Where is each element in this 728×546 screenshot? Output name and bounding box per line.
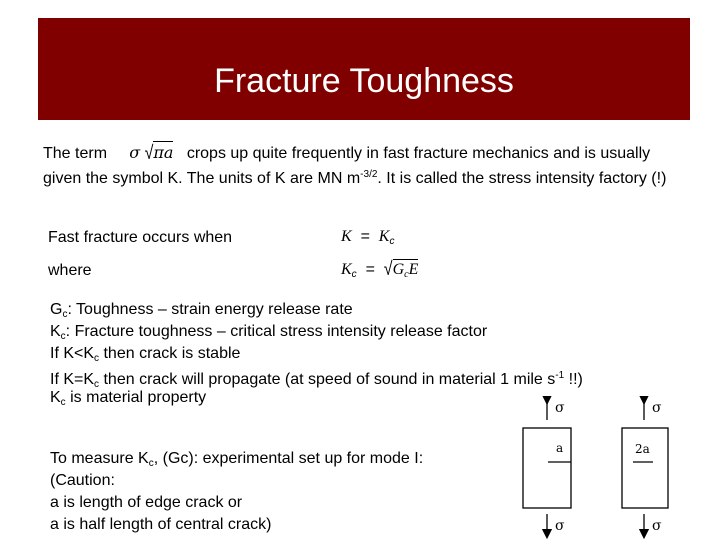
sigma-symbol: σ xyxy=(129,143,141,162)
measurement-notes xyxy=(50,448,520,536)
gc-definition xyxy=(50,299,710,321)
measure-line xyxy=(50,448,520,470)
eq-k: K xyxy=(341,228,352,245)
sigma-top-left: σ xyxy=(555,400,565,416)
edge-specimen-rect xyxy=(523,428,571,508)
kc-sqrt-sign: √ xyxy=(383,259,393,280)
gc-base: G xyxy=(50,301,63,318)
intro-paragraph xyxy=(43,142,683,189)
pi-a-term: πa xyxy=(153,143,174,162)
prop-sub: c xyxy=(94,379,100,390)
gc-text: : Toughness – strain energy release rate xyxy=(67,301,353,318)
intro-text-end: . It is called the stress intensity factory (!) xyxy=(377,170,667,187)
sigma-bottom-right: σ xyxy=(652,518,662,534)
units-exponent: -3/2 xyxy=(360,169,378,180)
prop-post: then crack will propagate (at speed of sound in material 1 mile s xyxy=(99,371,556,388)
kc-k: K xyxy=(341,261,352,278)
kc-k-sub: c xyxy=(351,269,357,280)
kc-base: K xyxy=(50,323,61,340)
prop-exp: -1 xyxy=(555,370,565,381)
specimen-diagram xyxy=(500,396,720,546)
mat-sub: c xyxy=(60,397,66,408)
edge-crack-label: a xyxy=(556,441,564,455)
sigma-top-right: σ xyxy=(652,400,662,416)
gc-e-term xyxy=(393,259,419,278)
where-label: where xyxy=(48,262,92,279)
sqrt-sign: √ xyxy=(144,143,154,164)
stable-pre: If K<K xyxy=(50,345,95,362)
kc-sub: c xyxy=(60,331,66,342)
measure-post: , (Gc): experimental set up for mode I: xyxy=(153,450,424,467)
mat-base: K xyxy=(50,389,61,406)
g-sub: c xyxy=(404,269,409,280)
kc-text: : Fracture toughness – critical stress intensity release factor xyxy=(65,323,488,340)
intro-text-middle: crops up quite frequently in fast fracture mechanics and is usually given the symbol K. The units of K are MN m xyxy=(43,145,651,187)
stable-condition xyxy=(50,343,710,365)
g-letter: G xyxy=(392,261,405,278)
definitions-list xyxy=(50,299,710,409)
fast-fracture-equation xyxy=(341,228,394,247)
slide-title: Fracture Toughness xyxy=(214,62,514,100)
eq-kc-sub: c xyxy=(389,236,395,247)
prop-pre: If K=K xyxy=(50,371,95,388)
eq-equals: = xyxy=(360,228,370,245)
gc-sub: c xyxy=(62,309,68,320)
central-crack-specimen xyxy=(622,400,668,534)
measure-sub: c xyxy=(148,458,154,469)
intro-text-start: The term xyxy=(43,145,108,162)
e-letter: E xyxy=(408,261,419,278)
propagate-condition xyxy=(50,365,710,390)
sqrt-pi-a xyxy=(145,142,174,164)
stable-post: then crack is stable xyxy=(99,345,241,362)
sqrt-gc-e xyxy=(384,261,419,280)
sigma-bottom-left: σ xyxy=(555,518,565,534)
eq-kc: K xyxy=(378,228,390,245)
stable-sub: c xyxy=(94,353,100,364)
caution-line: (Caution: xyxy=(50,472,115,489)
measure-pre: To measure K xyxy=(50,450,149,467)
fast-fracture-label: Fast fracture occurs when xyxy=(48,229,233,246)
specimen-svg xyxy=(500,396,720,541)
central-crack-label: 2a xyxy=(635,442,650,456)
edge-crack-specimen xyxy=(523,400,571,534)
central-crack-line: a is half length of central crack) xyxy=(50,516,272,533)
central-specimen-rect xyxy=(622,428,668,508)
title-bar xyxy=(38,18,690,120)
prop-end: !!) xyxy=(564,371,583,388)
mat-text: is material property xyxy=(65,389,207,406)
kc-equation xyxy=(341,261,418,280)
edge-crack-line: a is length of edge crack or xyxy=(50,494,243,511)
kc-definition xyxy=(50,321,710,343)
kc-equals: = xyxy=(365,261,375,278)
